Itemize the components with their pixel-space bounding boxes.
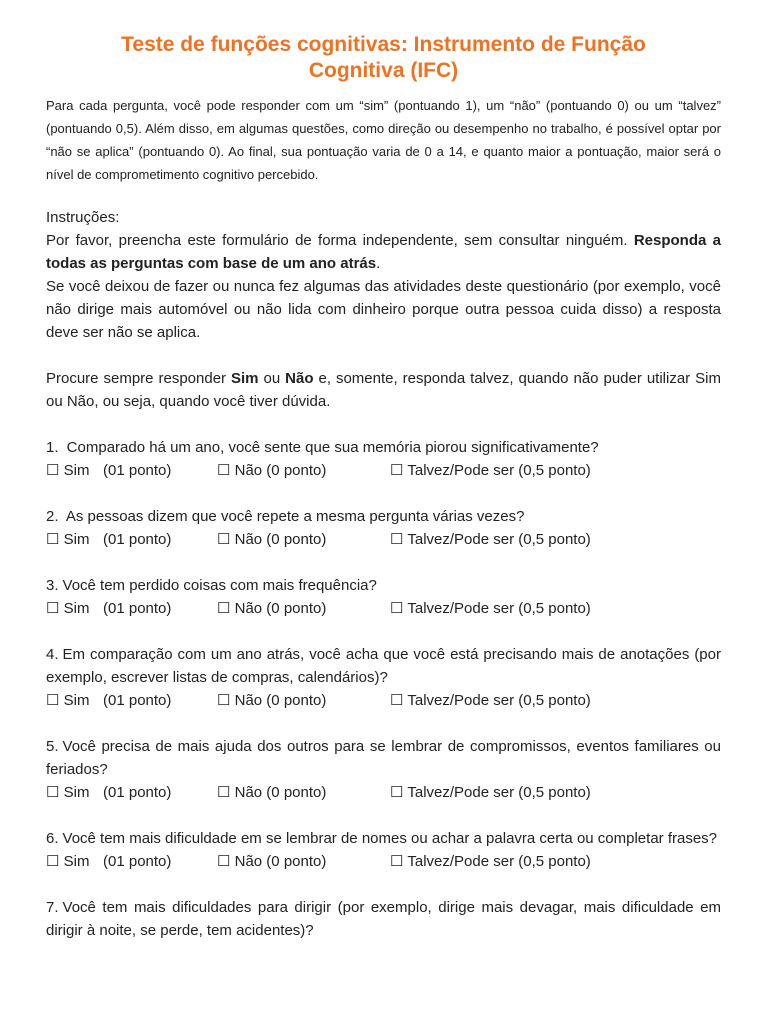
option-sim-label: Sim (63, 600, 90, 617)
question-7 (46, 896, 721, 942)
question-label: Você precisa de mais ajuda dos outros para se lembrar de compromissos, eventos familiares ou feriados? (46, 738, 721, 778)
question-text (46, 827, 721, 850)
option-nao-label: Não (0 ponto) (234, 600, 327, 617)
option-sim[interactable] (46, 850, 89, 873)
checkbox-icon[interactable]: ☐ (390, 853, 404, 870)
checkbox-icon[interactable]: ☐ (46, 531, 60, 548)
answer-options (46, 459, 721, 482)
instructions-end-text: . (376, 255, 381, 272)
question-number: 6. (46, 830, 59, 847)
question-number: 4. (46, 646, 59, 663)
question-4 (46, 643, 721, 712)
checkbox-icon[interactable]: ☐ (217, 462, 231, 479)
option-nao[interactable] (217, 850, 326, 873)
question-label: Você tem mais dificuldade em se lembrar de nomes ou achar a palavra certa ou completar frases? (62, 830, 718, 847)
checkbox-icon[interactable]: ☐ (390, 600, 404, 617)
option-sim-label: Sim (63, 784, 90, 801)
page-title (46, 32, 721, 84)
option-sim[interactable] (46, 597, 89, 620)
option-nao-label: Não (0 ponto) (234, 462, 327, 479)
option-sim-points: (01 ponto) (103, 784, 172, 801)
question-label: Você tem mais dificuldades para dirigir (por exemplo, dirige mais devagar, mais dificuldade em dirigir à noite, se perde, tem acidentes)? (46, 899, 721, 939)
question-5 (46, 735, 721, 804)
question-6 (46, 827, 721, 873)
option-talvez-label: Talvez/Pode ser (0,5 ponto) (407, 600, 591, 617)
option-nao[interactable] (217, 528, 326, 551)
checkbox-icon[interactable]: ☐ (390, 692, 404, 709)
answer-options (46, 528, 721, 551)
option-talvez-label: Talvez/Pode ser (0,5 ponto) (407, 784, 591, 801)
instructions-section (46, 206, 721, 413)
option-nao-label: Não (0 ponto) (234, 784, 327, 801)
option-talvez-label: Talvez/Pode ser (0,5 ponto) (407, 531, 591, 548)
question-number: 1. (46, 439, 59, 456)
question-number: 2. (46, 508, 59, 525)
checkbox-icon[interactable]: ☐ (217, 600, 231, 617)
checkbox-icon[interactable]: ☐ (217, 531, 231, 548)
question-text (46, 735, 721, 781)
option-talvez-label: Talvez/Pode ser (0,5 ponto) (407, 692, 591, 709)
option-nao[interactable] (217, 689, 326, 712)
answer-note (46, 367, 721, 413)
checkbox-icon[interactable]: ☐ (46, 784, 60, 801)
intro-paragraph: Para cada pergunta, você pode responder com um “sim” (pontuando 1), um “não” (pontuando 0) ou um “talvez” (pontuando 0,5). Além disso, em algumas questões, como direção ou desempenho no trabalho, é possível optar por “não se aplica” (pontuando 0). Ao final, sua pontuação varia de 0 a 14, e quanto maior a pontuação, maior será o nível de comprometimento cognitivo percebido. (46, 98, 721, 182)
answer-note-nao: Não (285, 370, 314, 387)
title-line-2: Cognitiva (IFC) (308, 59, 459, 82)
option-sim-points: (01 ponto) (103, 531, 172, 548)
questions-list (46, 413, 721, 942)
option-sim-label: Sim (63, 692, 90, 709)
checkbox-icon[interactable]: ☐ (46, 692, 60, 709)
checkbox-icon[interactable]: ☐ (390, 784, 404, 801)
option-talvez-label: Talvez/Pode ser (0,5 ponto) (407, 853, 591, 870)
instructions-heading: Instruções: (46, 209, 120, 226)
option-talvez[interactable] (390, 689, 591, 712)
checkbox-icon[interactable]: ☐ (217, 784, 231, 801)
option-nao[interactable] (217, 459, 326, 482)
option-talvez[interactable] (390, 781, 591, 804)
option-sim[interactable] (46, 459, 89, 482)
option-talvez[interactable] (390, 850, 591, 873)
option-nao[interactable] (217, 597, 326, 620)
question-label: As pessoas dizem que você repete a mesma pergunta várias vezes? (62, 508, 525, 525)
answer-note-text-2: ou (258, 370, 286, 387)
answer-note-sim: Sim (231, 370, 259, 387)
question-text (46, 896, 721, 942)
answer-options (46, 850, 721, 873)
instructions-paragraph-1 (46, 229, 721, 275)
question-number: 5. (46, 738, 59, 755)
checkbox-icon[interactable]: ☐ (217, 853, 231, 870)
answer-note-text-1: Procure sempre responder (46, 370, 231, 387)
checkbox-icon[interactable]: ☐ (46, 600, 60, 617)
question-1 (46, 436, 721, 482)
option-sim-points: (01 ponto) (103, 600, 172, 617)
question-text (46, 436, 721, 459)
checkbox-icon[interactable]: ☐ (390, 462, 404, 479)
option-talvez[interactable] (390, 528, 591, 551)
question-number: 7. (46, 899, 59, 916)
option-nao[interactable] (217, 781, 326, 804)
answer-note-text-3: e, somente, responda talvez, quando não puder utilizar Sim ou Não, ou seja, quando você tiver dúvida. (46, 370, 721, 410)
question-text (46, 505, 721, 528)
checkbox-icon[interactable]: ☐ (390, 531, 404, 548)
option-sim[interactable] (46, 528, 89, 551)
checkbox-icon[interactable]: ☐ (46, 853, 60, 870)
question-2 (46, 505, 721, 551)
option-nao-label: Não (0 ponto) (234, 853, 327, 870)
option-sim-points: (01 ponto) (103, 692, 172, 709)
option-nao-label: Não (0 ponto) (234, 692, 327, 709)
option-sim-label: Sim (63, 531, 90, 548)
answer-options (46, 597, 721, 620)
checkbox-icon[interactable]: ☐ (46, 462, 60, 479)
question-text (46, 574, 721, 597)
option-sim-points: (01 ponto) (103, 462, 172, 479)
option-sim[interactable] (46, 689, 89, 712)
question-label: Você tem perdido coisas com mais frequência? (62, 577, 377, 594)
question-text (46, 643, 721, 689)
question-label: Comparado há um ano, você sente que sua memória piorou significativamente? (62, 439, 599, 456)
question-number: 3. (46, 577, 59, 594)
option-sim-label: Sim (63, 853, 90, 870)
answer-options (46, 689, 721, 712)
question-3 (46, 574, 721, 620)
answer-options (46, 781, 721, 804)
title-line-1: Teste de funções cognitivas: Instrumento de Função (121, 33, 646, 56)
option-sim-points: (01 ponto) (103, 853, 172, 870)
instructions-bold-text: Responda a todas as perguntas com base de um ano atrás (46, 232, 721, 272)
question-label: Em comparação com um ano atrás, você acha que você está precisando mais de anotações (por exemplo, escrever listas de compras, calendários)? (46, 646, 721, 686)
option-sim-label: Sim (63, 462, 90, 479)
option-nao-label: Não (0 ponto) (234, 531, 327, 548)
instructions-paragraph-2: Se você deixou de fazer ou nunca fez algumas das atividades deste questionário (por exemplo, você não dirige mais automóvel ou não lida com dinheiro porque outra pessoa cuida disso) a resposta deve ser não se aplica. (46, 278, 721, 341)
option-talvez-label: Talvez/Pode ser (0,5 ponto) (407, 462, 591, 479)
option-talvez[interactable] (390, 597, 591, 620)
instructions-plain-text: Por favor, preencha este formulário de forma independente, sem consultar ninguém. (46, 232, 634, 249)
checkbox-icon[interactable]: ☐ (217, 692, 231, 709)
option-sim[interactable] (46, 781, 89, 804)
option-talvez[interactable] (390, 459, 591, 482)
document-page (46, 32, 721, 942)
